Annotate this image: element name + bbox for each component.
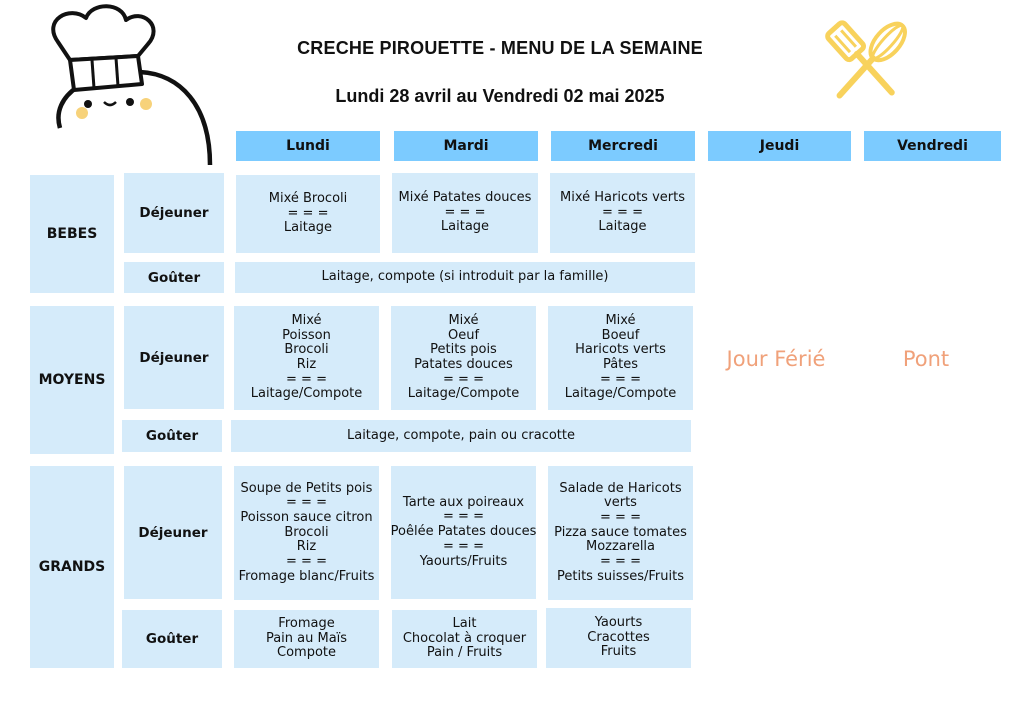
menu-line: Brocoli xyxy=(284,342,329,358)
menu-separator: = = = xyxy=(287,205,329,221)
day-header-mercredi: Mercredi xyxy=(551,131,695,161)
menu-cell xyxy=(548,466,693,600)
group-label-bebes: BEBES xyxy=(30,175,114,293)
menu-line: Laitage xyxy=(283,220,333,236)
menu-line: Mixé xyxy=(605,312,636,328)
menu-separator: = = = xyxy=(443,509,484,525)
menu-line: Petits suisses/Fruits xyxy=(556,568,684,584)
menu-line: Pain au Maïs xyxy=(265,630,348,646)
page-title: CRECHE PIROUETTE - MENU DE LA SEMAINE xyxy=(297,38,703,58)
menu-line: Chocolat à croquer xyxy=(402,630,527,646)
menu-line: Haricots verts xyxy=(575,342,666,358)
menu-line: Yaourts/Fruits xyxy=(419,553,508,569)
menu-separator: = = = xyxy=(443,538,484,554)
menu-line: Mixé Haricots verts xyxy=(560,189,685,205)
meal-label-gouter: Goûter xyxy=(122,420,222,452)
gouter-cell: Laitage, compote, pain ou cracotte xyxy=(231,420,691,452)
meal-label-gouter: Goûter xyxy=(122,610,222,668)
menu-line: Tarte aux poireaux xyxy=(402,494,525,510)
menu-line: Mixé Brocoli xyxy=(268,190,348,206)
menu-separator: = = = xyxy=(286,554,327,570)
menu-line: Riz xyxy=(296,357,317,372)
holiday-note-jeudi: Jour Férié xyxy=(726,347,826,371)
menu-cell xyxy=(548,306,693,410)
menu-line: Laitage xyxy=(598,219,647,235)
menu-line: Fruits xyxy=(600,644,637,660)
meal-label-dejeuner: Déjeuner xyxy=(124,466,222,599)
menu-line: Salade de Haricots xyxy=(559,480,682,496)
menu-line: Laitage xyxy=(440,219,490,235)
menu-line: Mixé xyxy=(448,312,479,328)
menu-line: Petits pois xyxy=(430,342,497,358)
menu-cell xyxy=(392,173,538,253)
menu-separator: = = = xyxy=(602,204,643,220)
menu-line: Laitage/Compote xyxy=(250,386,363,402)
meal-label-gouter: Goûter xyxy=(124,262,224,293)
day-header-mardi: Mardi xyxy=(394,131,538,161)
day-header-lundi: Lundi xyxy=(236,131,380,161)
menu-line: Laitage/Compote xyxy=(407,386,520,402)
menu-line: Mozzarella xyxy=(585,539,656,555)
menu-line: Poisson xyxy=(282,327,331,343)
menu-separator: = = = xyxy=(286,495,327,511)
menu-line: Compote xyxy=(277,645,336,661)
menu-line: Mixé xyxy=(291,312,322,328)
gouter-cell: Laitage, compote (si introduit par la famille) xyxy=(235,262,695,293)
menu-line: Mixé Patates douces xyxy=(398,189,532,205)
menu-cell xyxy=(391,466,536,599)
menu-line: Pizza sauce tomates xyxy=(554,524,687,540)
menu-line: Cracottes xyxy=(587,629,650,645)
menu-separator: = = = xyxy=(443,371,484,387)
menu-cell xyxy=(546,608,691,668)
meal-label-dejeuner: Déjeuner xyxy=(124,306,224,409)
menu-cell xyxy=(550,173,695,253)
menu-line: Laitage/Compote xyxy=(564,386,677,402)
menu-cell xyxy=(391,306,536,410)
group-label-moyens: MOYENS xyxy=(30,306,114,454)
day-header-jeudi: Jeudi xyxy=(708,131,851,161)
holiday-note-vendredi: Pont xyxy=(902,347,950,371)
group-label-grands: GRANDS xyxy=(30,466,114,668)
menu-separator: = = = xyxy=(444,204,486,220)
menu-line: Fromage blanc/Fruits xyxy=(238,568,375,584)
spatula-whisk-icon xyxy=(812,10,922,120)
day-header-vendredi: Vendredi xyxy=(864,131,1001,161)
menu-line: Fromage xyxy=(278,615,335,631)
chef-hat-icon xyxy=(30,0,230,170)
menu-cell xyxy=(392,610,537,668)
menu-line: Brocoli xyxy=(284,524,329,540)
menu-separator: = = = xyxy=(600,509,641,525)
menu-line: Pain / Fruits xyxy=(426,645,503,661)
menu-line: Poêlée Patates douces xyxy=(390,524,537,540)
menu-line: verts xyxy=(604,495,637,511)
menu-separator: = = = xyxy=(600,554,641,570)
menu-line: Patates douces xyxy=(414,357,513,372)
date-range: Lundi 28 avril au Vendredi 02 mai 2025 xyxy=(335,86,665,106)
menu-line: Pâtes xyxy=(602,357,639,372)
menu-line: Boeuf xyxy=(601,327,640,343)
menu-line: Oeuf xyxy=(447,327,480,343)
menu-line: Soupe de Petits pois xyxy=(240,480,373,496)
meal-label-dejeuner: Déjeuner xyxy=(124,173,224,253)
menu-cell xyxy=(234,466,379,600)
menu-line: Poisson sauce citron xyxy=(240,509,373,525)
menu-cell xyxy=(234,306,379,410)
menu-line: Yaourts xyxy=(594,614,643,630)
menu-line: Riz xyxy=(296,539,317,555)
menu-separator: = = = xyxy=(600,371,641,387)
menu-separator: = = = xyxy=(286,371,327,387)
menu-cell xyxy=(236,175,380,253)
menu-cell xyxy=(234,610,379,668)
menu-line: Lait xyxy=(452,615,477,631)
